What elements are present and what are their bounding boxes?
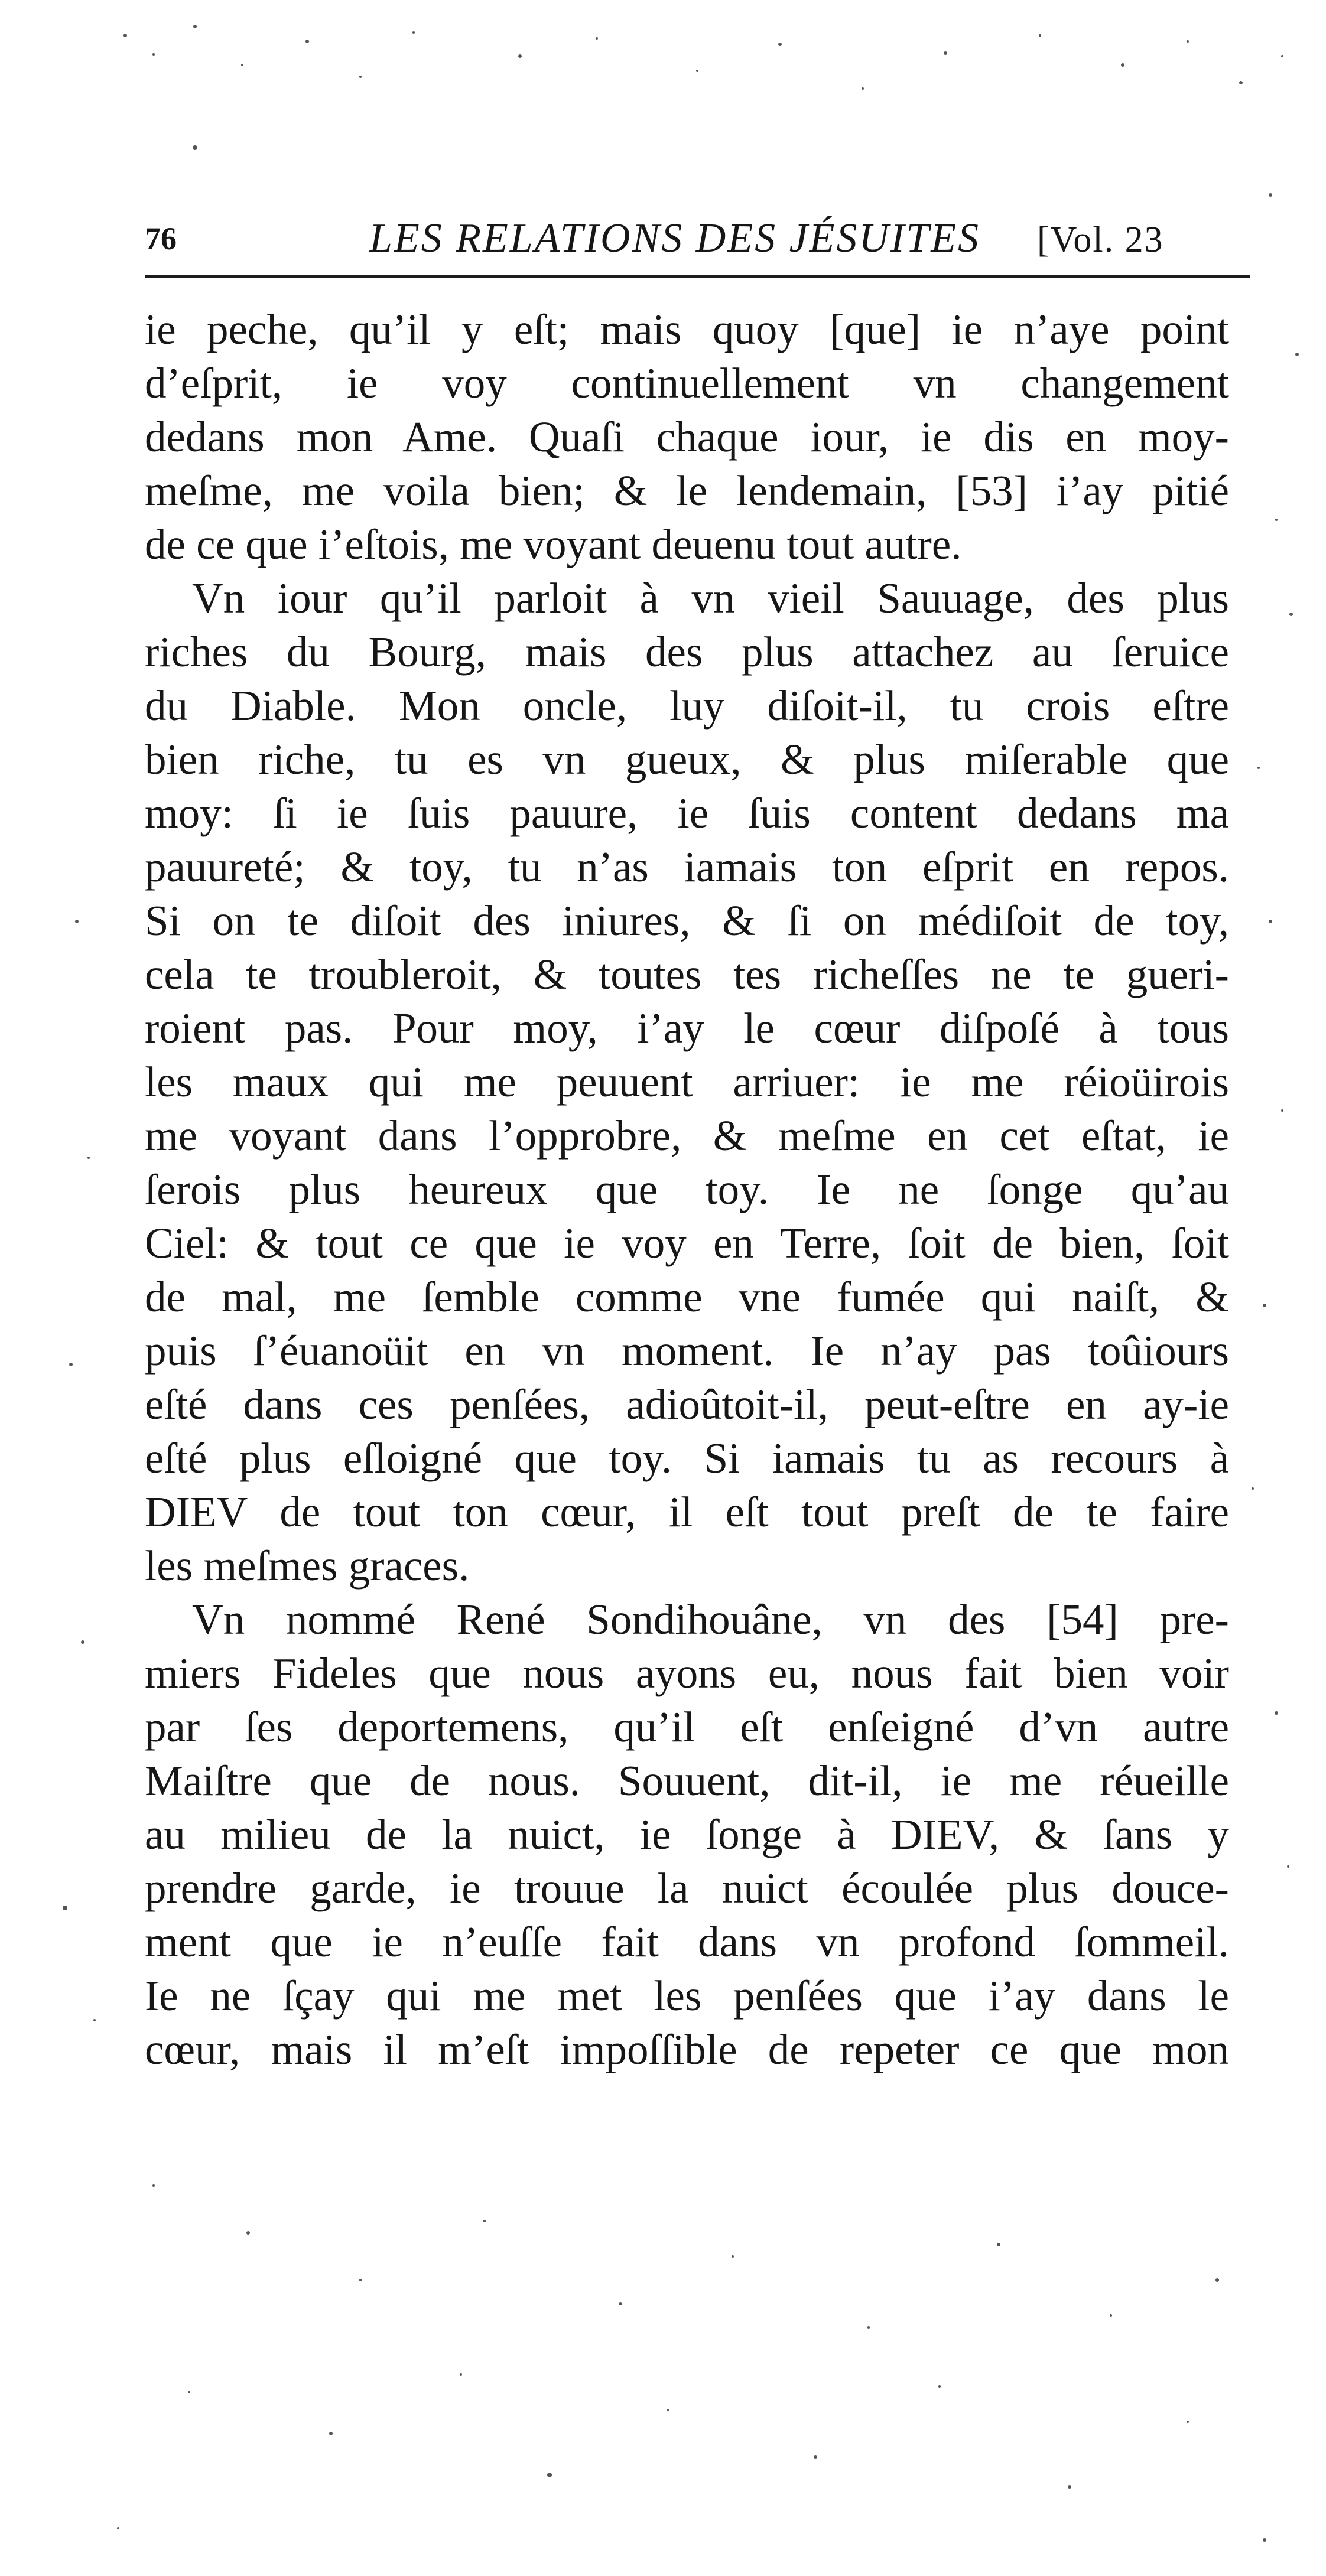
- text-line: moy: ſi ie ſuis pauure, ie ſuis content dedans ma: [145, 789, 1229, 837]
- text-line: puis ſ’éuanoüit en vn moment. Ie n’ay pas toûiours: [145, 1327, 1229, 1375]
- text-line: les meſmes graces.: [145, 1542, 470, 1590]
- text-line: par ſes deportemens, qu’il eſt enſeigné d’vn autre: [145, 1703, 1229, 1751]
- text-line: riches du Bourg, mais des plus attachez au ſeruice: [145, 628, 1229, 676]
- body-text: [145, 302, 1229, 2076]
- text-line: me voyant dans l’opprobre, & meſme en cet eſtat, ie: [145, 1112, 1229, 1160]
- text-line: Ie ne ſçay qui me met les penſées que i’ay dans le: [145, 1972, 1229, 2020]
- text-line: prendre garde, ie trouue la nuict écoulée plus douce-: [145, 1864, 1229, 1912]
- text-line: ment que ie n’euſſe fait dans vn profond ſommeil.: [145, 1918, 1229, 1966]
- text-line: ie peche, qu’il y eſt; mais quoy [que] ie n’aye point: [145, 305, 1229, 353]
- text-line: DIEV de tout ton cœur, il eſt tout preſt de te faire: [145, 1488, 1229, 1536]
- text-line: du Diable. Mon oncle, luy diſoit-il, tu crois eſtre: [145, 682, 1229, 730]
- text-line: d’eſprit, ie voy continuellement vn changement: [145, 359, 1229, 407]
- text-line: Ciel: & tout ce que ie voy en Terre, ſoit de bien, ſoit: [145, 1219, 1229, 1267]
- text-line: eſté dans ces penſées, adioûtoit-il, peut-eſtre en ay-ie: [145, 1380, 1229, 1428]
- text-line: les maux qui me peuuent arriuer: ie me réioüirois: [145, 1058, 1229, 1106]
- page-number: 76: [145, 221, 177, 256]
- text-line: cela te troubleroit, & toutes tes richeſſes ne te gueri-: [145, 950, 1229, 998]
- text-line: roient pas. Pour moy, i’ay le cœur diſpoſé à tous: [145, 1004, 1229, 1052]
- text-line: de ce que i’eſtois, me voyant deuenu tout autre.: [145, 520, 962, 568]
- text-line: meſme, me voila bien; & le lendemain, [53] i’ay pitié: [145, 467, 1229, 514]
- text-line: pauureté; & toy, tu n’as iamais ton eſprit en repos.: [145, 843, 1229, 891]
- volume-label: [Vol. 23: [1037, 220, 1164, 260]
- running-title: LES RELATIONS DES JÉSUITES: [369, 216, 980, 261]
- text-line: cœur, mais il m’eſt impoſſible de repeter ce que mon: [145, 2025, 1229, 2073]
- text-line: Vn iour qu’il parloit à vn vieil Sauuage, des plus: [192, 574, 1229, 622]
- text-line: bien riche, tu es vn gueux, & plus miſerable que: [145, 735, 1229, 783]
- header-rule: [145, 275, 1250, 278]
- text-line: Vn nommé René Sondihouâne, vn des [54] pre-: [192, 1595, 1229, 1643]
- text-line: ſerois plus heureux que toy. Ie ne ſonge qu’au: [145, 1165, 1229, 1213]
- text-line: dedans mon Ame. Quaſi chaque iour, ie dis en moy-: [145, 413, 1229, 461]
- text-line: miers Fideles que nous ayons eu, nous fait bien voir: [145, 1649, 1229, 1697]
- running-header: [145, 206, 1268, 265]
- text-line: au milieu de la nuict, ie ſonge à DIEV, & ſans y: [145, 1810, 1229, 1858]
- text-line: Maiſtre que de nous. Souuent, dit-il, ie me réueille: [145, 1757, 1229, 1805]
- text-line: de mal, me ſemble comme vne fumée qui naiſt, &: [145, 1273, 1229, 1321]
- text-line: Si on te diſoit des iniures, & ſi on médiſoit de toy,: [145, 897, 1229, 945]
- text-line: eſté plus eſloigné que toy. Si iamais tu as recours à: [145, 1434, 1229, 1482]
